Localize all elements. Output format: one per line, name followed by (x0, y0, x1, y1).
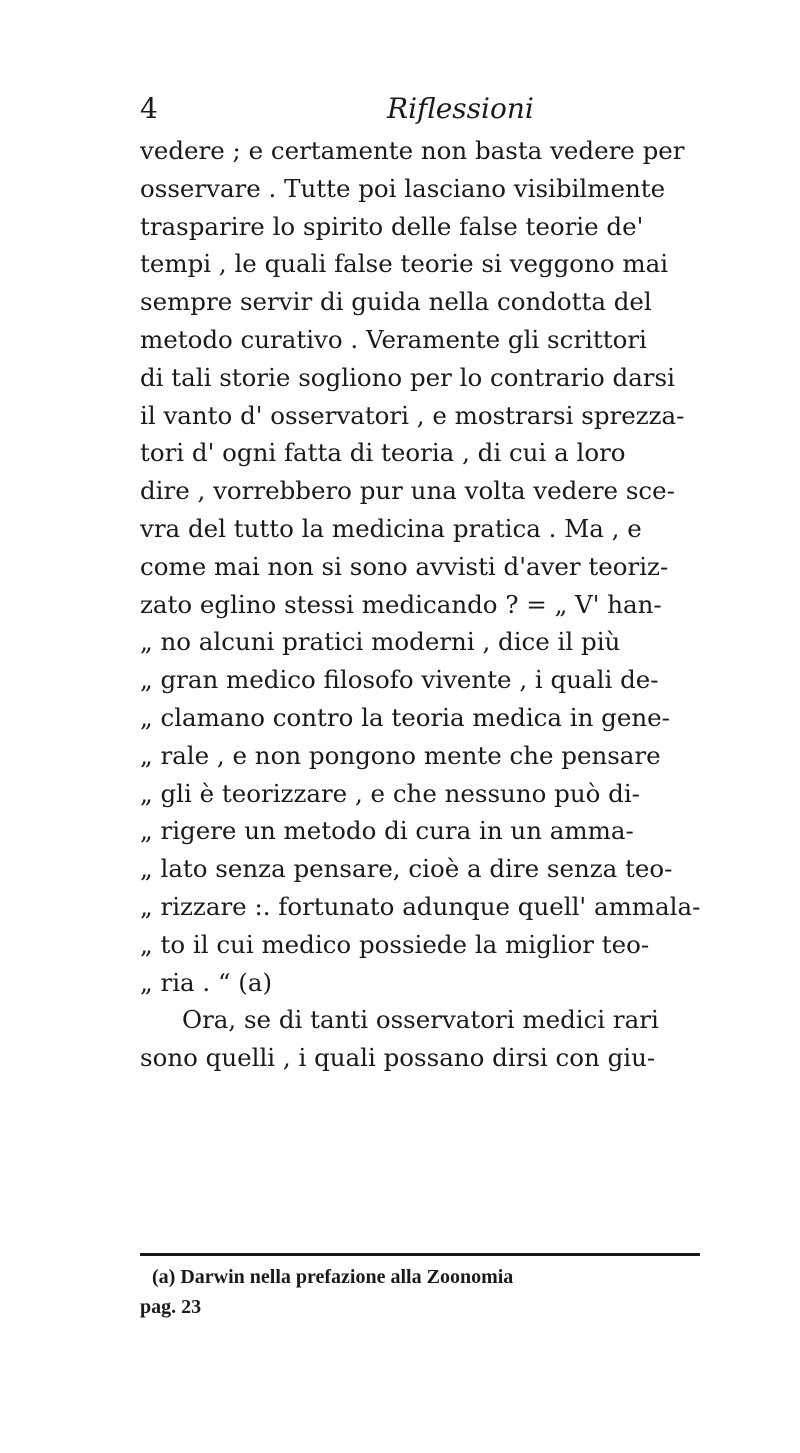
footnote-line: pag. 23 (140, 1296, 202, 1318)
footnote-rule (140, 1253, 700, 1256)
footnote (140, 1262, 700, 1322)
running-head: Riflessioni (387, 92, 534, 125)
text-line: zato eglino stessi medicando ? = „ V' han- (140, 589, 662, 619)
text-line: „ gran medico filosofo vivente , i quali de- (140, 665, 659, 695)
text-line: sono quelli , i quali possano dirsi con giu- (140, 1043, 656, 1073)
text-line: osservare . Tutte poi lasciano visibilmente (140, 173, 666, 203)
text-line: „ gli è teorizzare , e che nessuno può di- (140, 778, 640, 808)
body-text (140, 132, 700, 1077)
text-line: „ ria . “ (a) (140, 967, 273, 997)
page-number: 4 (140, 92, 158, 125)
text-line: „ rale , e non pongono mente che pensare (140, 740, 661, 770)
page-header (140, 92, 700, 128)
text-line: trasparire lo spirito delle false teorie de' (140, 211, 644, 241)
text-line: tempi , le quali false teorie si veggono mai (140, 249, 669, 279)
footnote-line: (a) Darwin nella prefazione alla Zoonomia (152, 1266, 514, 1288)
text-line: il vanto d' osservatori , e mostrarsi sprezza- (140, 400, 685, 430)
text-line: „ rizzare :. fortunato adunque quell' ammala- (140, 891, 701, 921)
text-line: „ to il cui medico possiede la miglior teo- (140, 929, 650, 959)
text-line: tori d' ogni fatta di teoria , di cui a loro (140, 438, 626, 468)
text-line: vra del tutto la medicina pratica . Ma , e (140, 513, 642, 543)
text-line: „ lato senza pensare, cioè a dire senza teo- (140, 854, 673, 884)
text-line: vedere ; e certamente non basta vedere per (140, 136, 685, 165)
text-line: di tali storie sogliono per lo contrario darsi (140, 362, 675, 392)
text-line: „ no alcuni pratici moderni , dice il più (140, 627, 621, 657)
text-line: „ rigere un metodo di cura in un amma- (140, 816, 634, 846)
text-line: dire , vorrebbero pur una volta vedere sce- (140, 476, 675, 506)
text-line: „ clamano contro la teoria medica in gene- (140, 702, 670, 732)
text-line: sempre servir di guida nella condotta del (140, 287, 652, 317)
text-line: metodo curativo . Veramente gli scrittori (140, 324, 647, 354)
text-line: come mai non si sono avvisti d'aver teoriz- (140, 551, 669, 581)
text-line: Ora, se di tanti osservatori medici rari (182, 1005, 659, 1035)
